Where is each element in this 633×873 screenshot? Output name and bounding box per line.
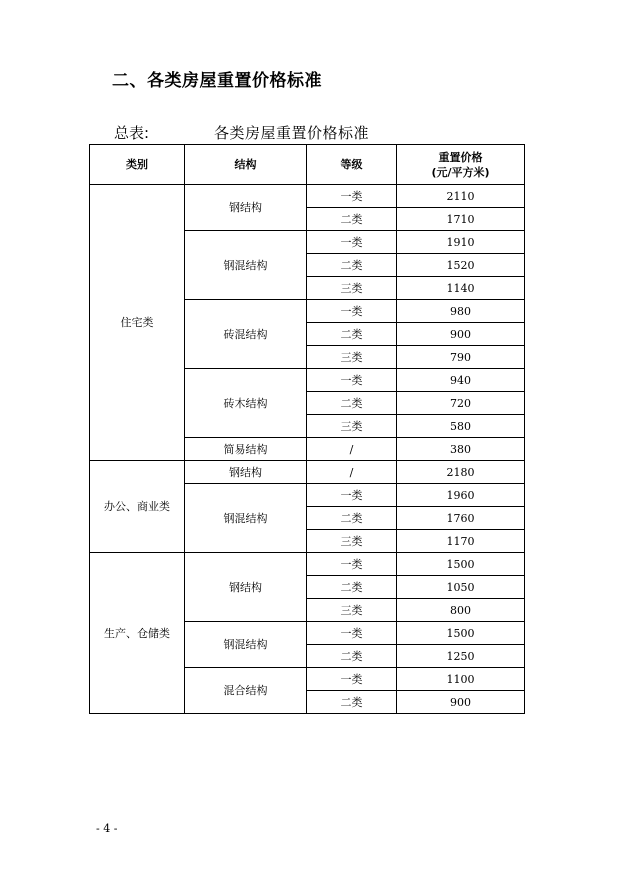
structure-cell: 钢结构 <box>185 185 307 231</box>
page-number: - 4 - <box>96 822 118 835</box>
structure-cell: 砖木结构 <box>185 369 307 438</box>
price-cell: 1910 <box>397 231 525 254</box>
grade-cell: 一类 <box>307 668 397 691</box>
structure-cell: 钢混结构 <box>185 231 307 300</box>
grade-cell: 一类 <box>307 185 397 208</box>
price-cell: 790 <box>397 346 525 369</box>
structure-cell: 钢混结构 <box>185 622 307 668</box>
price-cell: 1500 <box>397 553 525 576</box>
category-cell: 生产、仓储类 <box>90 553 185 714</box>
price-cell: 580 <box>397 415 525 438</box>
table-header-row <box>90 145 525 185</box>
table-row <box>90 461 525 484</box>
price-cell: 1710 <box>397 208 525 231</box>
structure-cell: 钢结构 <box>185 553 307 622</box>
category-cell: 住宅类 <box>90 185 185 461</box>
price-cell: 2180 <box>397 461 525 484</box>
structure-cell: 钢混结构 <box>185 484 307 553</box>
grade-cell: 二类 <box>307 208 397 231</box>
table-caption-title: 各类房屋重置价格标准 <box>214 124 370 142</box>
header-category: 类别 <box>90 145 185 185</box>
price-cell: 800 <box>397 599 525 622</box>
price-cell: 1500 <box>397 622 525 645</box>
price-cell: 1050 <box>397 576 525 599</box>
price-cell: 900 <box>397 691 525 714</box>
grade-cell: 二类 <box>307 254 397 277</box>
grade-cell: 一类 <box>307 622 397 645</box>
grade-cell: 一类 <box>307 300 397 323</box>
table-caption-label: 总表: <box>114 124 150 142</box>
price-cell: 980 <box>397 300 525 323</box>
header-structure: 结构 <box>185 145 307 185</box>
header-price <box>397 145 525 185</box>
grade-cell: 二类 <box>307 691 397 714</box>
price-cell: 1140 <box>397 277 525 300</box>
header-grade: 等级 <box>307 145 397 185</box>
grade-cell: 三类 <box>307 599 397 622</box>
price-cell: 1170 <box>397 530 525 553</box>
price-cell: 1100 <box>397 668 525 691</box>
price-cell: 900 <box>397 323 525 346</box>
price-cell: 380 <box>397 438 525 461</box>
category-cell: 办公、商业类 <box>90 461 185 553</box>
price-cell: 1520 <box>397 254 525 277</box>
header-price-line1: 重置价格 <box>438 150 483 164</box>
table-row <box>90 553 525 576</box>
table-body <box>90 185 525 714</box>
grade-cell: 三类 <box>307 530 397 553</box>
grade-cell: 二类 <box>307 645 397 668</box>
price-cell: 1250 <box>397 645 525 668</box>
structure-cell: 混合结构 <box>185 668 307 714</box>
grade-cell: 三类 <box>307 277 397 300</box>
grade-cell: 二类 <box>307 507 397 530</box>
grade-cell: 二类 <box>307 392 397 415</box>
grade-cell: / <box>307 438 397 461</box>
grade-cell: 二类 <box>307 323 397 346</box>
grade-cell: 一类 <box>307 231 397 254</box>
grade-cell: 一类 <box>307 553 397 576</box>
header-price-line2: (元/平方米) <box>431 165 490 179</box>
section-heading: 二、各类房屋重置价格标准 <box>112 71 322 91</box>
structure-cell: 钢结构 <box>185 461 307 484</box>
structure-cell: 砖混结构 <box>185 300 307 369</box>
structure-cell: 简易结构 <box>185 438 307 461</box>
grade-cell: 三类 <box>307 346 397 369</box>
grade-cell: 一类 <box>307 484 397 507</box>
table-row <box>90 185 525 208</box>
grade-cell: / <box>307 461 397 484</box>
price-cell: 1760 <box>397 507 525 530</box>
price-cell: 1960 <box>397 484 525 507</box>
grade-cell: 三类 <box>307 415 397 438</box>
price-table <box>89 144 525 714</box>
price-cell: 720 <box>397 392 525 415</box>
price-cell: 940 <box>397 369 525 392</box>
grade-cell: 二类 <box>307 576 397 599</box>
price-cell: 2110 <box>397 185 525 208</box>
grade-cell: 一类 <box>307 369 397 392</box>
